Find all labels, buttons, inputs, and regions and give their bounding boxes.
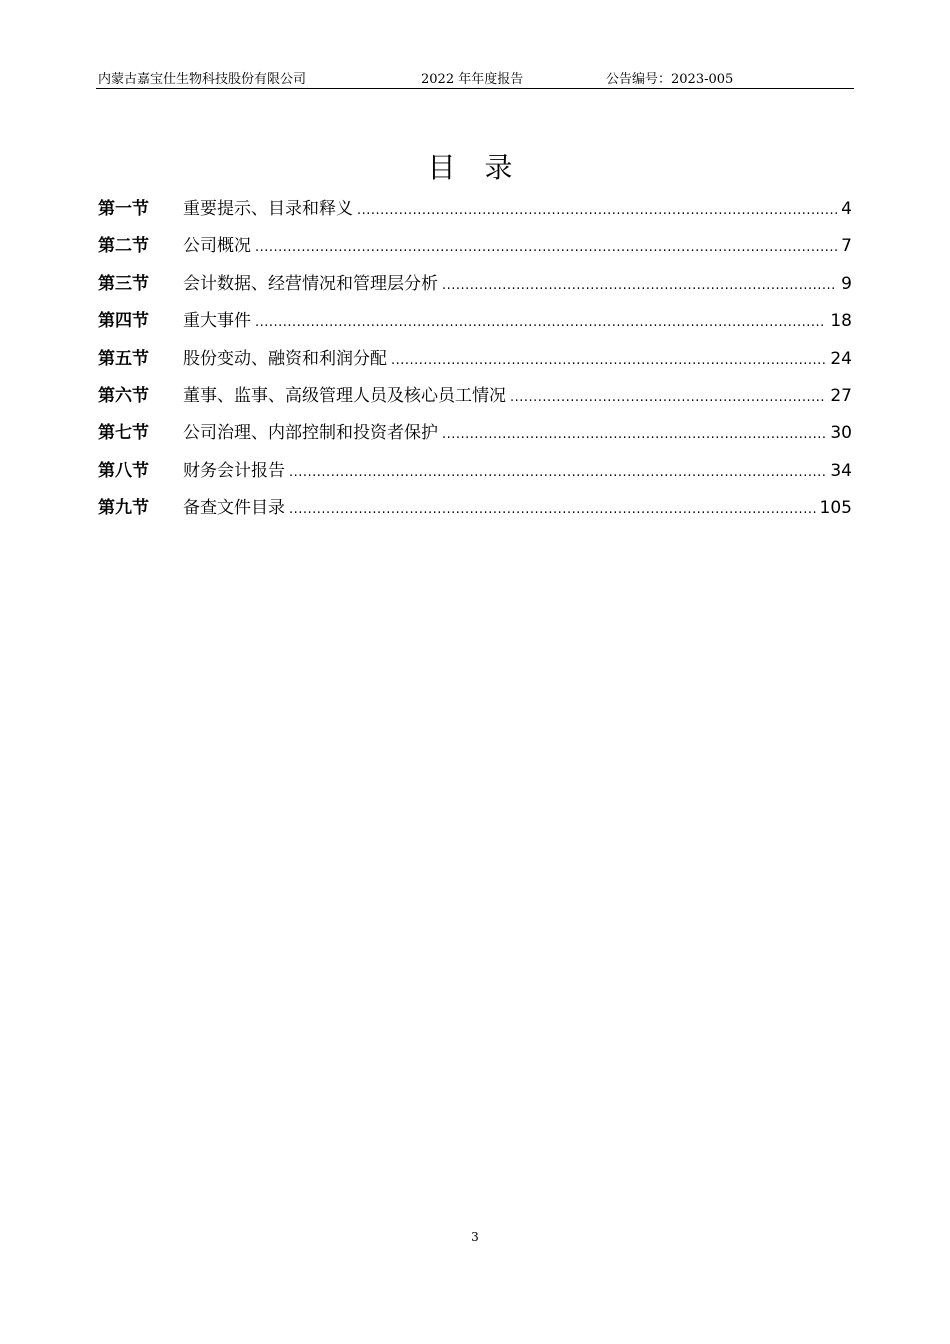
toc-page-number: 105 — [819, 498, 852, 519]
page-header — [96, 66, 854, 89]
toc-dot-leader — [255, 310, 826, 336]
toc-section-label: 第五节 — [98, 348, 149, 369]
toc-section-title: 公司治理、内部控制和投资者保护 — [183, 423, 438, 444]
toc-dot-leader — [442, 273, 837, 299]
header-company-name: 内蒙古嘉宝仕生物科技股份有限公司 — [98, 72, 307, 87]
toc-section-title: 股份变动、融资和利润分配 — [183, 348, 387, 369]
toc-section-label: 第六节 — [98, 385, 149, 406]
toc-entry-3[interactable] — [98, 271, 852, 308]
header-report-title: 2022 年年度报告 — [421, 72, 524, 87]
toc-section-label: 第九节 — [98, 498, 149, 519]
page-number: 3 — [471, 1230, 479, 1244]
toc-section-label: 第一节 — [98, 199, 149, 219]
toc-section-title: 重大事件 — [183, 311, 251, 332]
toc-section-title: 备查文件目录 — [183, 498, 285, 519]
toc-page-number: 30 — [830, 423, 852, 444]
header-notice-number: 公告编号：2023-005 — [606, 72, 734, 87]
toc-page-number: 9 — [841, 273, 852, 294]
toc-section-label: 第七节 — [98, 423, 149, 444]
toc-entry-6[interactable] — [98, 383, 852, 420]
toc-section-title: 重要提示、目录和释义 — [183, 199, 353, 219]
toc-page-number: 34 — [830, 460, 852, 481]
toc-dot-leader — [289, 460, 826, 486]
toc-section-label: 第八节 — [98, 460, 149, 481]
toc-entry-9[interactable] — [98, 495, 852, 532]
toc-dot-leader — [391, 348, 826, 374]
toc-dot-leader — [255, 235, 837, 261]
toc-section-label: 第三节 — [98, 273, 149, 294]
toc-entry-8[interactable] — [98, 458, 852, 495]
toc-section-label: 第四节 — [98, 311, 149, 332]
toc-section-title: 会计数据、经营情况和管理层分析 — [183, 273, 438, 294]
toc-section-label: 第二节 — [98, 236, 149, 257]
toc-dot-leader — [510, 385, 826, 411]
toc-page-number: 7 — [841, 236, 852, 257]
toc-entry-5[interactable] — [98, 346, 852, 383]
toc-entry-4[interactable] — [98, 308, 852, 345]
toc-dot-leader — [357, 198, 837, 224]
toc-section-title: 财务会计报告 — [183, 460, 285, 481]
toc-section-title: 董事、监事、高级管理人员及核心员工情况 — [183, 385, 506, 406]
toc-dot-leader — [289, 497, 816, 523]
toc-entry-7[interactable] — [98, 420, 852, 457]
toc-page-number: 24 — [830, 348, 852, 369]
toc-entry-2[interactable] — [98, 233, 852, 270]
toc-page-number: 27 — [830, 385, 852, 406]
toc-entry-1[interactable] — [98, 196, 852, 233]
toc-title: 目 录 — [427, 151, 523, 184]
toc-dot-leader — [442, 422, 826, 448]
toc-page-number: 18 — [830, 311, 852, 332]
toc-section-title: 公司概况 — [183, 236, 251, 257]
table-of-contents — [98, 196, 852, 533]
toc-page-number: 4 — [841, 199, 852, 219]
